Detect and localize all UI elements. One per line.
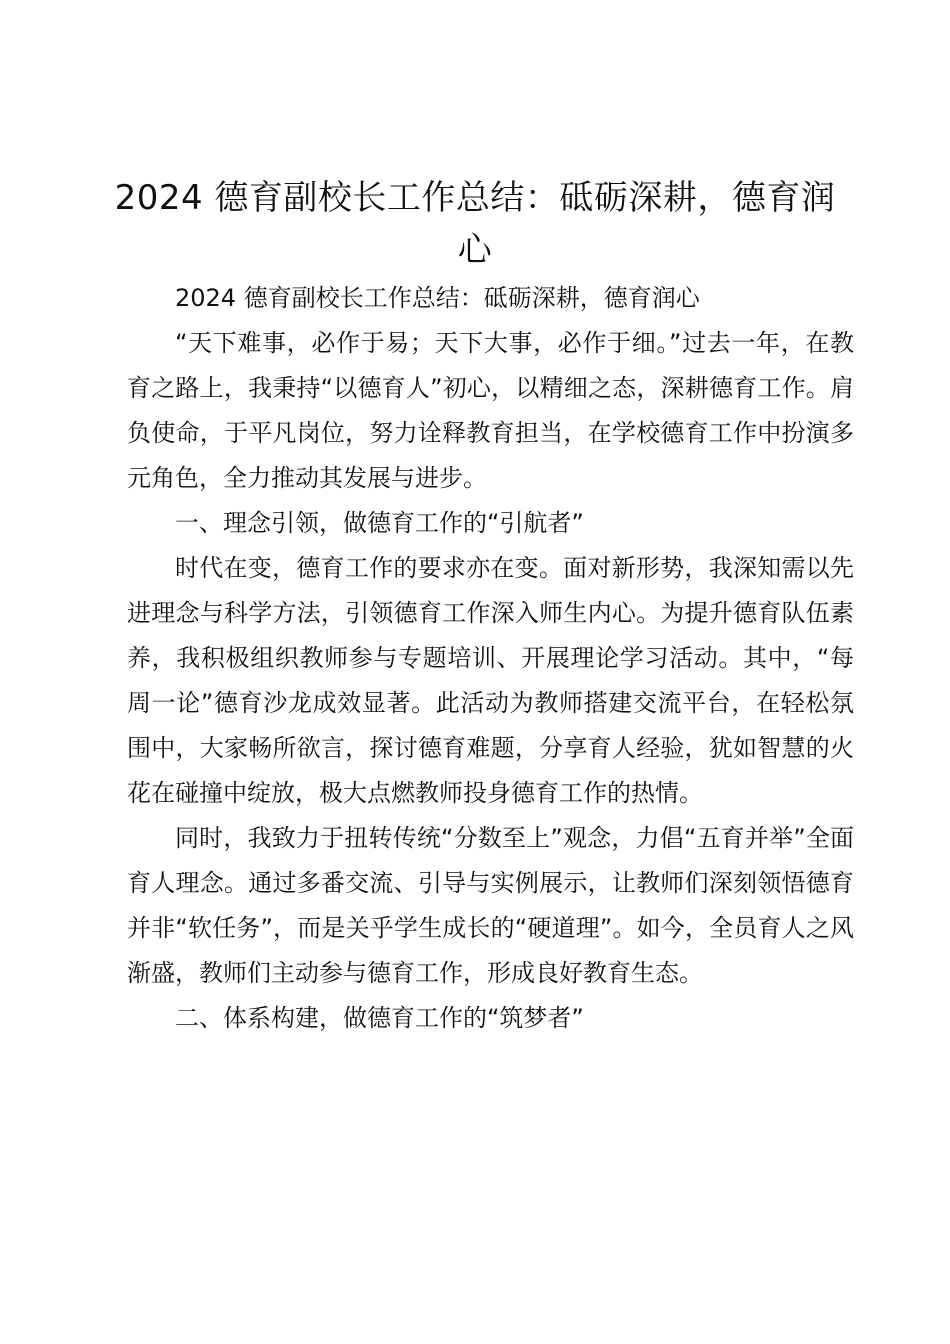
section-heading-2: 二、体系构建，做德育工作的“筑梦者”	[175, 1004, 584, 1032]
document-subtitle: 2024 德育副校长工作总结：砥砺深耕，德育润心	[175, 284, 700, 312]
document-title: 2024 德育副校长工作总结：砥砺深耕，德育润心	[114, 178, 836, 270]
paragraph-intro: “天下难事，必作于易；天下大事，必作于细。”过去一年，在教育之路上，我秉持“以德育人”初心，以精细之态，深耕德育工作。肩负使命，于平凡岗位，努力诠释教育担当，在学校德育工作中扮演多元角色，全力推动其发展与进步。	[127, 329, 854, 492]
paragraph-section-1-a: 时代在变，德育工作的要求亦在变。面对新形势，我深知需以先进理念与科学方法，引领德育工作深入师生内心。为提升德育队伍素养，我积极组织教师参与专题培训、开展理论学习活动。其中，“每周一论”德育沙龙成效显著。此活动为教师搭建交流平台，在轻松氛围中，大家畅所欲言，探讨德育难题，分享育人经验，犹如智慧的火花在碰撞中绽放，极大点燃教师投身德育工作的热情。	[127, 554, 854, 807]
document-body	[127, 276, 854, 1041]
paragraph-section-1-b: 同时，我致力于扭转传统“分数至上”观念，力倡“五育并举”全面育人理念。通过多番交流、引导与实例展示，让教师们深刻领悟德育并非“软任务”，而是关乎学生成长的“硬道理”。如今，全员育人之风渐盛，教师们主动参与德育工作，形成良好教育生态。	[127, 824, 854, 987]
section-heading-1: 一、理念引领，做德育工作的“引航者”	[175, 509, 584, 537]
